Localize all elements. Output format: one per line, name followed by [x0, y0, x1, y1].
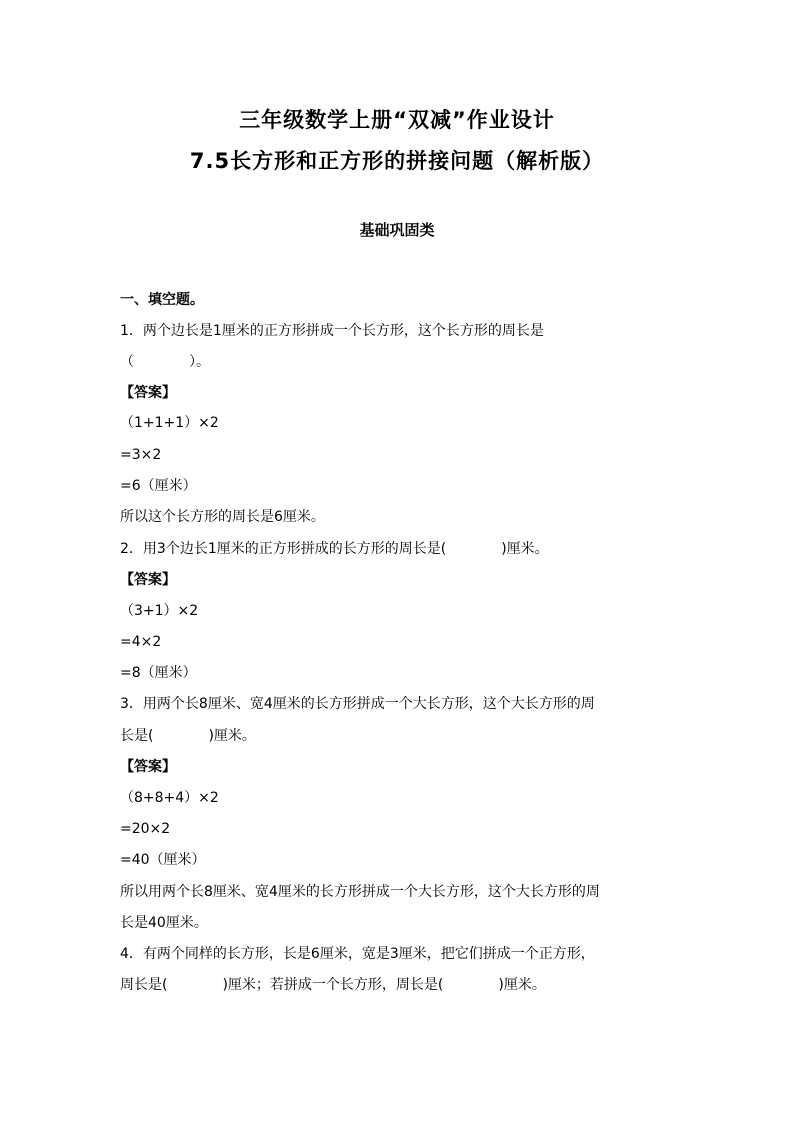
category-heading: 基础巩固类 [359, 221, 435, 239]
question-3-text: 3．用两个长8厘米、宽4厘米的长方形拼成一个大长方形，这个大长方形的周 [120, 696, 595, 712]
document-subtitle: 7.5长方形和正方形的拼接问题（解析版） [189, 149, 605, 173]
question-2-step-1: （3+1）×2 [120, 603, 199, 619]
question-3-text-cont [120, 726, 256, 746]
question-2-text [120, 539, 549, 559]
question-3-conclusion-cont: 长是40厘米。 [120, 915, 208, 931]
question-3-step-3: =40（厘米） [120, 852, 206, 868]
question-4-part-a: 周长是( [120, 977, 168, 993]
question-1-conclusion: 所以这个长方形的周长是6厘米。 [120, 509, 325, 525]
question-4-text: 4．有两个同样的长方形，长是6厘米，宽是3厘米，把它们拼成一个正方形， [120, 946, 595, 962]
question-4-text-cont [120, 975, 546, 995]
question-1-step-3: =6（厘米） [120, 478, 197, 494]
question-4-part-c: )厘米。 [498, 977, 546, 993]
question-1-step-2: =3×2 [120, 447, 162, 463]
question-1-step-1: （1+1+1）×2 [120, 415, 219, 431]
question-1-blank [120, 352, 210, 372]
question-3-blank-close: )厘米。 [208, 728, 256, 744]
document-title: 三年级数学上册“双减”作业设计 [239, 108, 555, 132]
question-1-text: 1．两个边长是1厘米的正方形拼成一个长方形，这个长方形的周长是 [120, 323, 544, 339]
question-1-blank-close: ）。 [189, 354, 210, 370]
question-3-conclusion: 所以用两个长8厘米、宽4厘米的长方形拼成一个大长方形，这个大长方形的周 [120, 884, 600, 900]
section-heading: 一、填空题。 [120, 292, 204, 308]
question-2-prompt: 2．用3个边长1厘米的正方形拼成的长方形的周长是( [120, 541, 447, 557]
question-3-prompt-cont: 长是( [120, 728, 154, 744]
answer-label: 【答案】 [120, 385, 176, 401]
question-2-blank-close: )厘米。 [501, 541, 549, 557]
question-1-blank-open: （ [120, 354, 134, 370]
question-3-step-2: =20×2 [120, 821, 171, 837]
question-2-step-2: =4×2 [120, 634, 162, 650]
answer-label: 【答案】 [120, 759, 176, 775]
answer-label: 【答案】 [120, 572, 176, 588]
question-4-part-b: )厘米；若拼成一个长方形，周长是( [222, 977, 444, 993]
question-3-step-1: （8+8+4）×2 [120, 790, 219, 806]
question-2-step-3: =8（厘米） [120, 665, 197, 681]
